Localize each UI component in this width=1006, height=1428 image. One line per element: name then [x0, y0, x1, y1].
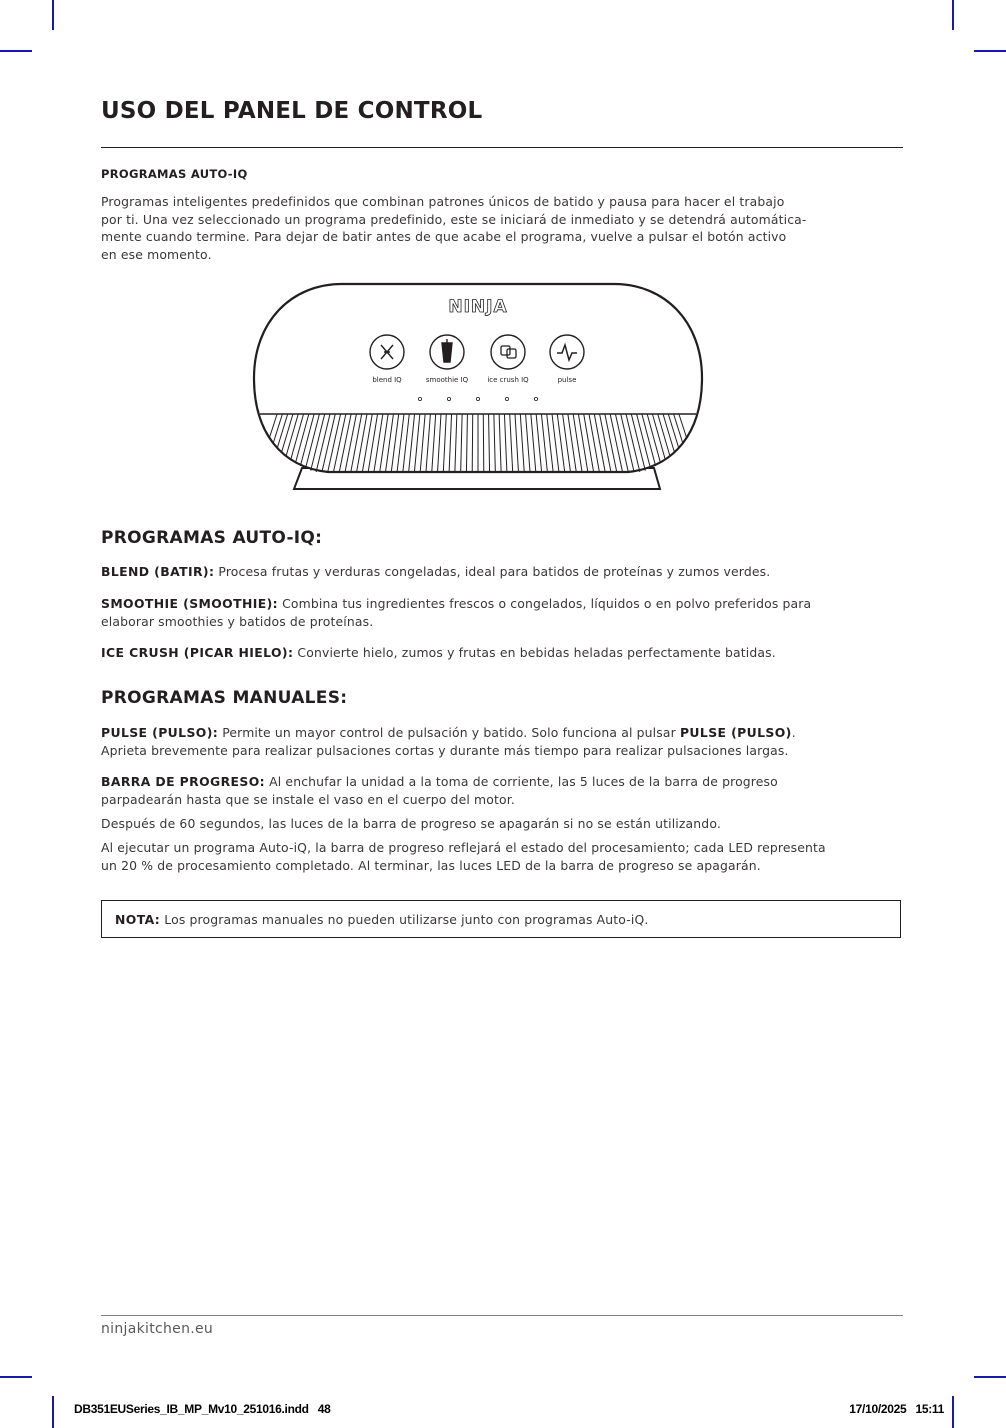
smoothie-cup-icon	[442, 339, 452, 362]
note-box	[101, 900, 901, 938]
crop-mark	[0, 50, 32, 52]
button-label: pulse	[557, 376, 577, 384]
definition-text: Aprieta brevemente para realizar pulsaciones cortas y durante más tiempo para realizar pulsaciones largas.	[101, 742, 789, 758]
crop-mark	[52, 0, 54, 30]
definition-text: Al enchufar la unidad a la toma de corriente, las 5 luces de la barra de progreso	[269, 774, 778, 789]
definition-text: Convierte hielo, zumos y frutas en bebidas heladas perfectamente batidas.	[297, 645, 776, 660]
manual-extra-paragraph	[101, 839, 901, 874]
button-label: smoothie IQ	[425, 376, 469, 384]
crop-mark	[0, 1376, 32, 1378]
definition-text: parpadearán hasta que se instale el vaso en el cuerpo del motor.	[101, 791, 515, 807]
button-label: ice crush IQ	[487, 376, 529, 384]
definition-text: Permite un mayor control de pulsación y batido. Solo funciona al pulsar	[222, 725, 676, 740]
definition-term: ICE CRUSH (PICAR HIELO):	[101, 645, 294, 660]
definition-smoothie	[101, 595, 901, 630]
definition-pulse	[101, 724, 901, 759]
crop-mark	[52, 1396, 54, 1428]
title-divider	[101, 147, 903, 148]
control-panel-illustration	[250, 282, 706, 494]
definition-term: BLEND (BATIR):	[101, 564, 215, 579]
auto-section-heading: PROGRAMAS AUTO-IQ:	[101, 528, 323, 548]
intro-line: Programas inteligentes predefinidos que combinan patrones únicos de batido y pausa para hacer el trabajo	[101, 194, 785, 209]
manual-extra-paragraph	[101, 815, 901, 833]
intro-line: por ti. Una vez seleccionado un programa predefinido, este se iniciará de inmediato y se detendrá automática-	[101, 211, 807, 227]
paragraph-line: Al ejecutar un programa Auto-iQ, la barra de progreso reflejará el estado del procesamiento; cada LED representa	[101, 840, 826, 855]
ninja-logo: NINJA	[448, 297, 508, 317]
definition-ice-crush	[101, 644, 901, 662]
button-label: blend IQ	[372, 376, 402, 384]
crop-mark	[952, 0, 954, 30]
paragraph-line: un 20 % de procesamiento completado. Al terminar, las luces LED de la barra de progreso se apagarán.	[101, 857, 761, 873]
definition-blend	[101, 563, 901, 581]
definition-term-inline: PULSE (PULSO)	[679, 725, 792, 740]
definition-progress-bar	[101, 773, 901, 808]
date-slug: 17/10/2025 15:11	[849, 1402, 944, 1416]
crop-mark	[974, 1376, 1006, 1378]
definition-term: SMOOTHIE (SMOOTHIE):	[101, 596, 279, 611]
crop-mark	[974, 50, 1006, 52]
intro-line: en ese momento.	[101, 246, 212, 262]
file-slug: DB351EUSeries_IB_MP_Mv10_251016.indd 48	[74, 1402, 331, 1416]
panel-button-blend[interactable]	[370, 335, 404, 384]
definition-term: PULSE (PULSO):	[101, 725, 219, 740]
paragraph-line: Después de 60 segundos, las luces de la barra de progreso se apagarán si no se están utilizando.	[101, 816, 721, 831]
definition-text: Procesa frutas y verduras congeladas, ideal para batidos de proteínas y zumos verdes.	[218, 564, 771, 579]
definition-text: elaborar smoothies y batidos de proteínas.	[101, 613, 374, 629]
footer-url: ninjakitchen.eu	[101, 1321, 214, 1337]
definition-term: BARRA DE PROGRESO:	[101, 774, 266, 789]
definition-text: .	[791, 725, 796, 740]
note-term: NOTA:	[115, 912, 161, 927]
crop-mark	[952, 1396, 954, 1428]
note-text: Los programas manuales no pueden utilizarse junto con programas Auto-iQ.	[164, 912, 649, 927]
manual-section-heading: PROGRAMAS MANUALES:	[101, 688, 348, 708]
intro-line: mente cuando termine. Para dejar de batir antes de que acabe el programa, vuelve a pulsar el botón activo	[101, 229, 787, 244]
intro-subheading: PROGRAMAS AUTO-IQ	[101, 167, 248, 181]
page-title: USO DEL PANEL DE CONTROL	[101, 98, 483, 124]
footer-divider	[101, 1315, 903, 1316]
intro-paragraph	[101, 193, 901, 263]
definition-text: Combina tus ingredientes frescos o congelados, líquidos o en polvo preferidos para	[282, 596, 812, 611]
